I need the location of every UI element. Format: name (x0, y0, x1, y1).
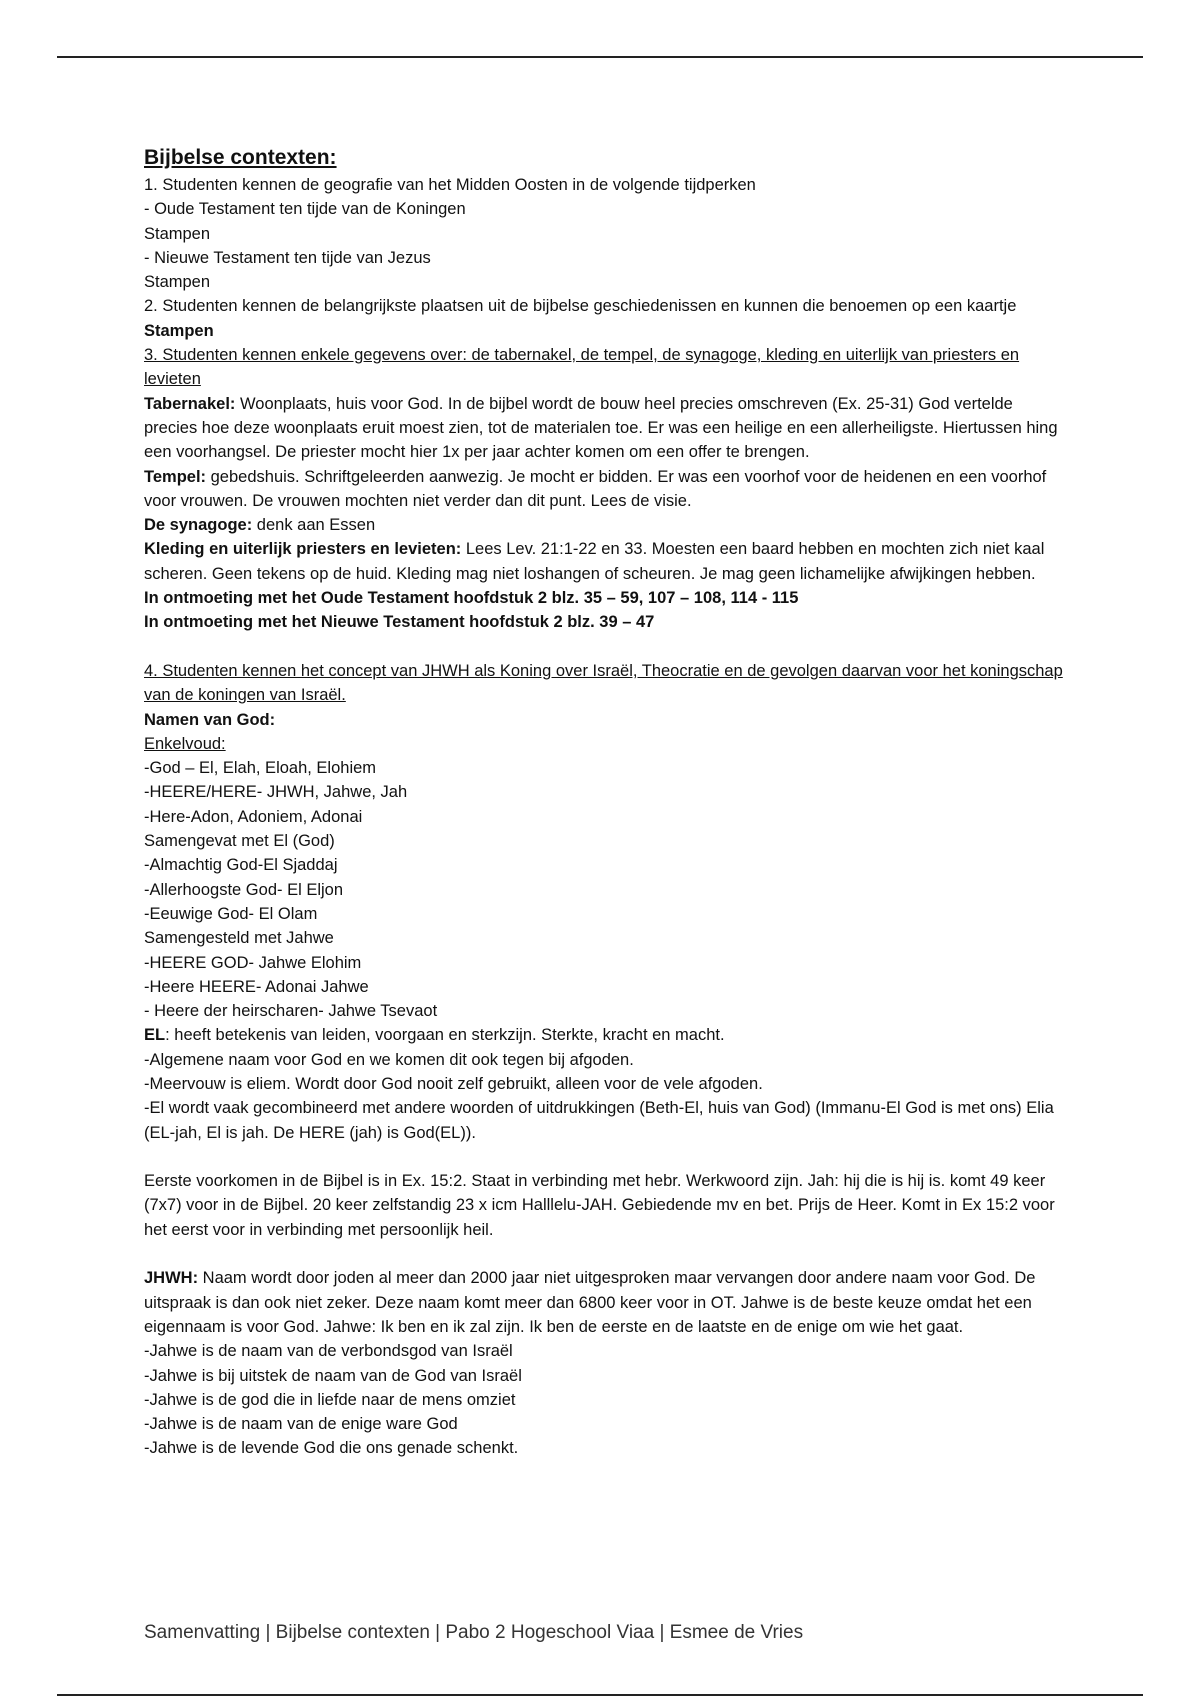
s1-line3: Stampen (144, 224, 211, 243)
list-item: -Meervouw is eliem. Wordt door God nooit zelf gebruikt, alleen voor de vele afgoden. (144, 1074, 763, 1093)
kleding-label: Kleding en uiterlijk priesters en levieten: (144, 540, 462, 559)
jah-paragraph: Eerste voorkomen in de Bijbel is in Ex. 15:2. Staat in verbinding met hebr. Werkwoord zijn. Jah: hij die is hij is. komt 49 keer (7x7) voor in de Bijbel. 20 keer zelfstandig 23 x icm Halllelu-JAH. Gebiedende mv en bet. Prijs de Heer. Komt in Ex 15:2 voor het eerst voor in verbinding met persoonlijk heil. (144, 1172, 1055, 1239)
s2-paragraph (144, 294, 1064, 343)
s2-bold: Stampen (144, 321, 214, 340)
el-label: EL (144, 1026, 166, 1045)
list-item: -Almachtig God-El Sjaddaj (144, 856, 338, 875)
synagoge-paragraph (144, 513, 1064, 537)
kleding-paragraph (144, 537, 1064, 586)
list-item: -Heere HEERE- Adonai Jahwe (144, 977, 369, 996)
jhwh-paragraph (144, 1266, 1064, 1339)
reference-nt: In ontmoeting met het Nieuwe Testament hoofdstuk 2 blz. 39 – 47 (144, 613, 655, 632)
tabernakel-text: Woonplaats, huis voor God. In de bijbel wordt de bouw heel precies omschreven (Ex. 25-31) God vertelde precies hoe deze woonplaats eruit moest zien, tot de materialen toe. Er was een heilige en een allerheiligste. Hiertussen hing een voorhangsel. De priester mocht hier 1x per jaar achter komen om een offer te brengen. (144, 394, 1058, 462)
singular-label: Enkelvoud: (144, 734, 226, 753)
page-footer: Samenvatting | Bijbelse contexten | Pabo 2 Hogeschool Viaa | Esmee de Vries (144, 1622, 804, 1643)
header-rule (57, 56, 1143, 58)
jhwh-text: Naam wordt door joden al meer dan 2000 jaar niet uitgesproken maar vervangen door andere naam voor God. De uitspraak is dan ook niet zeker. Deze naam komt meer dan 6800 keer voor in OT. Jahwe is de beste keuze omdat het een eigennaam is voor God. Jahwe: Ik ben en ik zal zijn. Ik ben de eerste en de laatste en de enige om wie het gaat. (144, 1269, 1036, 1336)
s1-line1: 1. Studenten kennen de geografie van het Midden Oosten in de volgende tijdperken (144, 176, 756, 194)
synagoge-label: De synagoge: (144, 516, 253, 535)
paragraph-gap (144, 635, 1064, 659)
document-body (144, 144, 1064, 1461)
with-el-label: Samengevat met El (God) (144, 832, 335, 851)
list-item: - Heere der heirscharen- Jahwe Tsevaot (144, 1002, 438, 1021)
list-item: -Jahwe is bij uitstek de naam van de God van Israël (144, 1366, 522, 1385)
tempel-paragraph (144, 465, 1064, 514)
s4-heading: 4. Studenten kennen het concept van JHWH als Koning over Israël, Theocratie en de gevolgen daarvan voor het koningschap van de koningen van Israël. (144, 661, 1063, 705)
paragraph-gap (144, 1145, 1064, 1169)
list-item: -HEERE GOD- Jahwe Elohim (144, 953, 362, 972)
tabernakel-label: Tabernakel: (144, 394, 236, 413)
s3-heading: 3. Studenten kennen enkele gegevens over: de tabernakel, de tempel, de synagoge, kleding en uiterlijk van priesters en levieten (144, 346, 1020, 389)
reference-ot: In ontmoeting met het Oude Testament hoofdstuk 2 blz. 35 – 59, 107 – 108, 114 - 115 (144, 589, 799, 608)
list-item: -Jahwe is de naam van de enige ware God (144, 1415, 458, 1434)
footer-rule (57, 1694, 1143, 1696)
el-paragraph (144, 1023, 1064, 1047)
tempel-text: gebedshuis. Schriftgeleerden aanwezig. Je mocht er bidden. Er was een voorhof voor de heidenen en een voorhof voor vrouwen. De vrouwen mochten niet verder dan dit punt. Lees de visie. (144, 467, 1047, 510)
list-item: -HEERE/HERE- JHWH, Jahwe, Jah (144, 783, 408, 802)
s1-line5: Stampen (144, 273, 211, 292)
s1-line2: - Oude Testament ten tijde van de Koningen (144, 200, 466, 219)
tabernakel-paragraph (144, 392, 1064, 465)
with-jahwe-label: Samengesteld met Jahwe (144, 929, 334, 948)
jhwh-label: JHWH: (144, 1269, 199, 1288)
el-text: : heeft betekenis van leiden, voorgaan en sterkzijn. Sterkte, kracht en macht. (165, 1026, 725, 1045)
list-item: -El wordt vaak gecombineerd met andere woorden of uitdrukkingen (Beth-El, huis van God) (Immanu-El God is met ons) Elia (EL-jah, El is jah. De HERE (jah) is God(EL)). (144, 1099, 1054, 1142)
list-item: -Jahwe is de levende God die ons genade schenkt. (144, 1439, 519, 1458)
s2-text: 2. Studenten kennen de belangrijkste plaatsen uit de bijbelse geschiedenissen en kunnen die benoemen op een kaartje (144, 297, 1017, 316)
list-item: -Eeuwige God- El Olam (144, 904, 318, 923)
s1-line4: - Nieuwe Testament ten tijde van Jezus (144, 248, 431, 267)
document-title: Bijbelse contexten: (144, 146, 337, 169)
kleding-text: Lees Lev. 21:1-22 en 33. Moesten een baard hebben en mochten zich niet kaal scheren. Geen tekens op de huid. Kleding mag niet loshangen of scheuren. Je mag geen lichamelijke afwijkingen hebben. (144, 540, 1045, 583)
names-label: Namen van God: (144, 710, 276, 729)
synagoge-text: denk aan Essen (252, 516, 376, 535)
list-item: -Here-Adon, Adoniem, Adonai (144, 807, 363, 826)
tempel-label: Tempel: (144, 467, 207, 486)
list-item: -Jahwe is de naam van de verbondsgod van Israël (144, 1342, 513, 1361)
paragraph-gap (144, 1242, 1064, 1266)
list-item: -God – El, Elah, Eloah, Elohiem (144, 759, 377, 778)
list-item: -Algemene naam voor God en we komen dit ook tegen bij afgoden. (144, 1050, 634, 1069)
list-item: -Allerhoogste God- El Eljon (144, 880, 344, 899)
list-item: -Jahwe is de god die in liefde naar de mens omziet (144, 1390, 516, 1409)
